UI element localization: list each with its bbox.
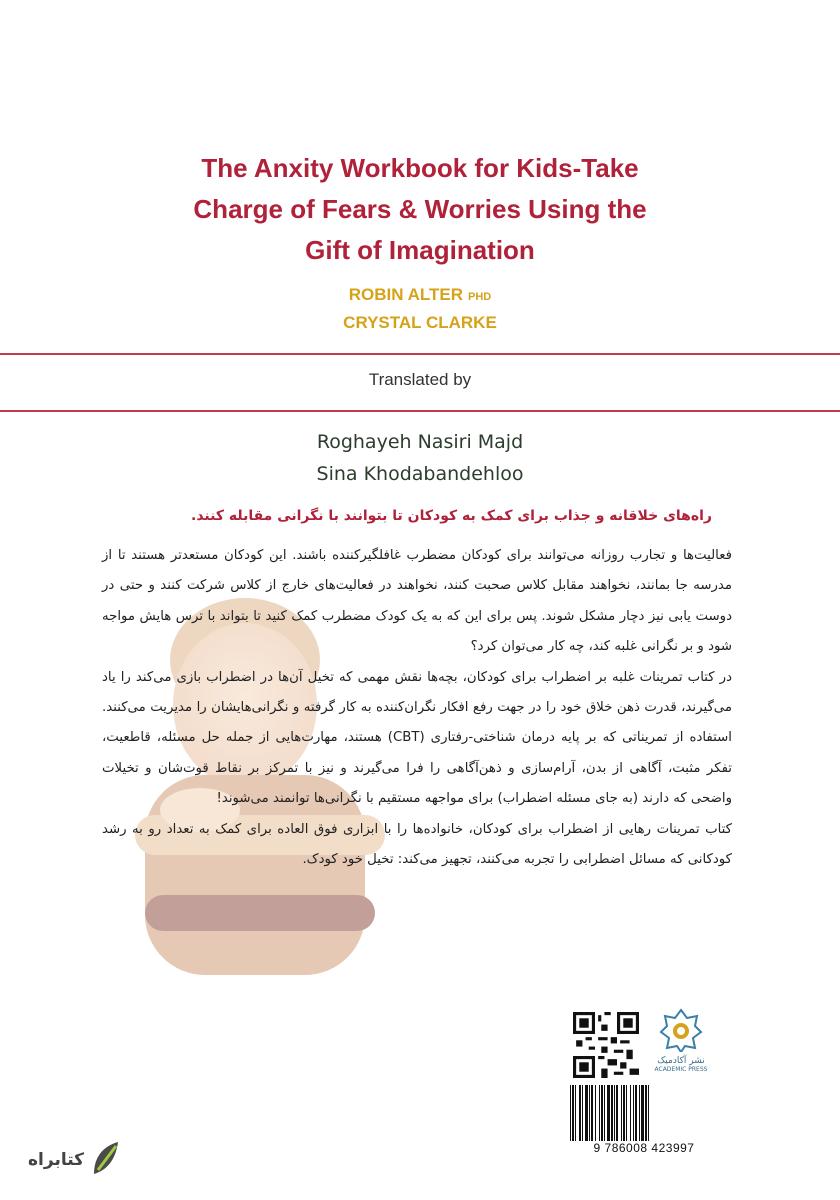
author (0, 310, 840, 336)
publisher-name-fa: نشر آکادمیک (657, 1056, 705, 1066)
author-name: CRYSTAL CLARKE (343, 313, 497, 332)
title-line: Charge of Fears & Worries Using the (193, 194, 647, 224)
author-suffix: PHD (468, 291, 492, 303)
isbn-number: 9 786008 423997 (593, 1141, 695, 1155)
title-line: Gift of Imagination (305, 235, 535, 265)
divider-bottom (0, 410, 840, 412)
publisher-name-en: ACADEMIC PRESS (654, 1066, 708, 1073)
title-line: The Anxity Workbook for Kids-Take (201, 153, 639, 183)
publisher-logo-icon (659, 1008, 703, 1052)
description-paragraph: فعالیت‌ها و تجارب روزانه می‌توانند برای کودکان مضطرب غافلگیرکننده باشند. این کودکان مستعدتر هستند تا از مدرسه جا بمانند، نخواهند مقابل کلاس صحبت کنند، نخواهند در فعالیت‌های خارج از کلاس شرکت کنند و حتی در دوست یابی نیز دچار مشکل شوند. پس برای این که به یک کودک مضطرب کمک کنید تا بتواند با ترس هایش مواجه شود و بر نگرانی غلبه کند، چه کار می‌توان کرد؟ (102, 548, 732, 655)
qr-code-icon (573, 1012, 639, 1078)
divider-top (0, 353, 840, 355)
watermark-text: کتابراه (28, 1150, 85, 1170)
translated-by: Translated by (368, 370, 472, 389)
translators (0, 426, 840, 490)
author-name: ROBIN ALTER (348, 285, 464, 304)
leaf-logo-icon (90, 1140, 120, 1178)
translator: Roghayeh Nasiri Majd (316, 431, 524, 453)
translator: Sina Khodabandehloo (316, 463, 524, 485)
description-body (102, 541, 732, 875)
description-headline: راه‌های خلاقانه و جذاب برای کمک به کودکان تا بتوانند با نگرانی مقابله کنند. (191, 508, 712, 524)
site-watermark (28, 1138, 128, 1182)
book-title (0, 148, 840, 271)
author (0, 282, 840, 310)
description-paragraph: در کتاب تمرینات غلبه بر اضطراب برای کودکان، بچه‌ها نقش مهمی که تخیل آن‌ها در اضطراب بازی می‌کند را یاد می‌گیرند، قدرت ذهن خلاق خود را در جهت رفع افکار نگران‌کننده به کار گرفته و نگرانی‌هایشان را مدیریت می‌کنند. استفاده از تمریناتی که بر پایه درمان شناختی-رفتاری (CBT) هستند، مهارت‌هایی از جمله حل مسئله، قاطعیت، تفکر مثبت، آگاهی از بدن، آرام‌سازی و ذهن‌آگاهی را فرا می‌گیرند و نیز با تمرکز بر نقاط قوت‌شان و تخیلات واضحی که دارند (به جای مسئله اضطراب) برای مواجهه مستقیم با نگرانی‌ها توانمند می‌شوند! (102, 669, 732, 807)
publisher-logo (648, 1008, 714, 1086)
description-paragraph: کتاب تمرینات رهایی از اضطراب برای کودکان، خانواده‌ها را با ابزاری فوق العاده برای کمک به تعداد رو به رشد کودکانی که مسائل اضطرابی را تجربه می‌کنند، تجهیز می‌کند: تخیل خود کودک. (102, 821, 732, 868)
barcode-icon (568, 1085, 720, 1141)
authors (0, 282, 840, 336)
